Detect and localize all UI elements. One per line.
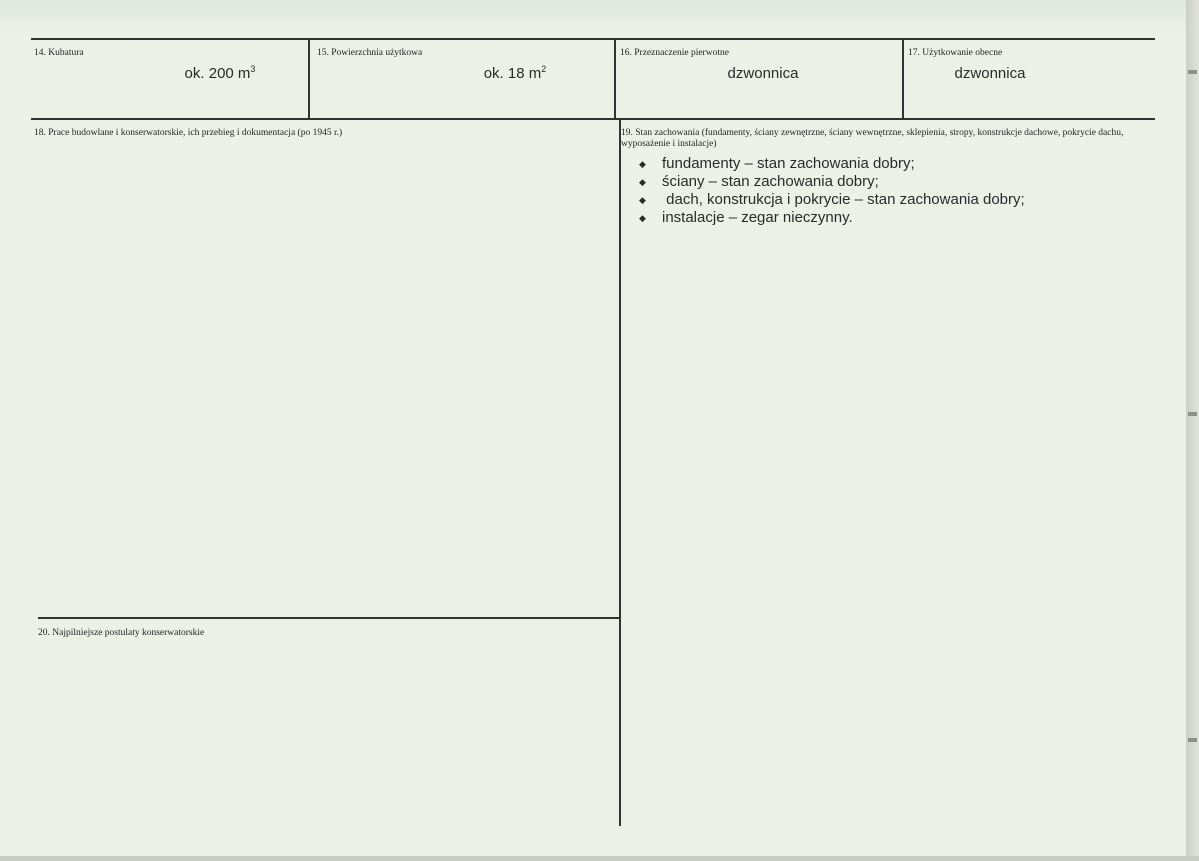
field-19-label: 19. Stan zachowania (fundamenty, ściany zewnętrzne, ściany wewnętrzne, sklepienia, stropy, konstrukcje dachowe, pokrycie dachu, wyposażenie i instalacje) (621, 128, 1124, 149)
condition-item-walls (636, 173, 1025, 191)
condition-item-installations (636, 209, 1025, 227)
field-14-value (150, 64, 290, 82)
field-18-label: 18. Prace budowlane i konserwatorskie, ich przebieg i dokumentacja (po 1945 r.) (34, 128, 343, 138)
field-14-value-text: ok. 200 m (184, 65, 251, 82)
section-20-rule (38, 617, 620, 619)
field-15-value (445, 64, 585, 82)
condition-item-roof (636, 191, 1025, 209)
field-14-label: 14. Kubatura (34, 48, 84, 58)
field-14-unit-exponent: 3 (250, 64, 256, 74)
bullet-icon: ◆ (639, 159, 646, 169)
col-divider-main (614, 38, 616, 120)
bullet-icon: ◆ (639, 213, 646, 223)
field-15-value-text: ok. 18 m (483, 65, 542, 82)
bullet-icon: ◆ (639, 177, 646, 187)
scan-top-shade (0, 0, 1186, 34)
field-15-unit-exponent: 2 (541, 64, 547, 74)
field-19-condition-list (636, 155, 1025, 227)
field-20-label: 20. Najpilniejsze postulaty konserwatorskie (38, 628, 205, 638)
scan-edge-mark (1188, 738, 1197, 742)
condition-item-text: fundamenty – stan zachowania dobry; (662, 155, 915, 172)
scan-edge-mark (1188, 412, 1197, 416)
field-17-label: 17. Użytkowanie obecne (908, 48, 1003, 58)
field-16-label: 16. Przeznaczenie pierwotne (620, 48, 729, 58)
condition-item-text: dach, konstrukcja i pokrycie – stan zachowania dobry; (662, 191, 1025, 208)
col-divider-main-lower (619, 118, 621, 826)
scan-right-edge (1186, 0, 1199, 861)
field-16-value: dzwonnica (727, 65, 799, 82)
row-divider-rule (31, 118, 1155, 120)
condition-item-text: instalacje – zegar nieczynny. (662, 209, 853, 226)
bullet-icon: ◆ (639, 195, 646, 205)
scan-bottom-edge (0, 856, 1199, 861)
condition-item-text: ściany – stan zachowania dobry; (662, 173, 879, 190)
field-15-label: 15. Powierzchnia użytkowa (317, 48, 423, 58)
col-divider-3 (902, 38, 904, 120)
form-top-rule (31, 38, 1155, 40)
scan-edge-mark (1188, 70, 1197, 74)
field-17-value: dzwonnica (954, 65, 1026, 82)
condition-item-foundations (636, 155, 1025, 173)
col-divider-1 (308, 38, 310, 120)
